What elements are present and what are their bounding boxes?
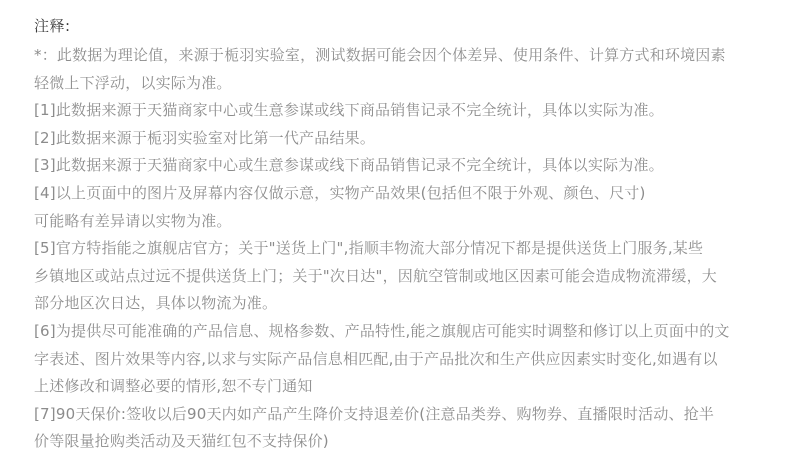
note-line: 部分地区次日达，具体以物流为准。 <box>34 294 278 313</box>
note-line: 价等限量抢购类活动及天猫红包不支持保价) <box>34 432 329 451</box>
note-line: 字表述、图片效果等内容,以求与实际产品信息相匹配,由于产品批次和生产供应因素实时变化,如遇有以 <box>34 349 718 368</box>
note-line: [7]90天保价:签收以后90天内如产品产生降价支持退差价(注意品类券、购物券、直播限时活动、抢半 <box>34 404 715 423</box>
note-line: [3]此数据来源于天猫商家中心或生意参谋或线下商品销售记录不完全统计，具体以实际为准。 <box>34 156 664 175</box>
notes-title: 注释: <box>34 17 71 35</box>
note-item-1 <box>34 97 766 125</box>
note-item-5 <box>34 235 766 318</box>
note-line: [5]官方特指能之旗舰店官方；关于"送货上门",指顺丰物流大部分情况下都是提供送货上门服务,某些 <box>34 239 704 258</box>
note-item-asterisk <box>34 42 766 97</box>
note-item-6 <box>34 318 766 401</box>
note-line: [4]以上页面中的图片及屏幕内容仅做示意，实物产品效果(包括但不限于外观、颜色、尺寸) <box>34 183 646 202</box>
note-item-7 <box>34 401 766 456</box>
note-item-4 <box>34 180 766 235</box>
note-line: 轻微上下浮动，以实际为准。 <box>34 73 232 92</box>
note-line: *：此数据为理论值，来源于栀羽实验室，测试数据可能会因个体差异、使用条件、计算方式和环境因素 <box>34 46 726 64</box>
note-line: [2]此数据来源于栀羽实验室对比第一代产品结果。 <box>34 128 376 147</box>
note-line: [1]此数据来源于天猫商家中心或生意参谋或线下商品销售记录不完全统计，具体以实际为准。 <box>34 101 664 120</box>
notes-list <box>34 42 766 456</box>
note-item-2 <box>34 125 766 153</box>
note-line: 可能略有差异请以实物为准。 <box>34 211 232 230</box>
note-line: 上述修改和调整必要的情形,恕不专门通知 <box>34 377 313 396</box>
note-item-3 <box>34 152 766 180</box>
note-line: [6]为提供尽可能准确的产品信息、规格参数、产品特性,能之旗舰店可能实时调整和修订以上页面中的文 <box>34 321 730 340</box>
note-line: 乡镇地区或站点过远不提供送货上门；关于"次日达"，因航空管制或地区因素可能会造成物流滞缓，大 <box>34 266 718 285</box>
